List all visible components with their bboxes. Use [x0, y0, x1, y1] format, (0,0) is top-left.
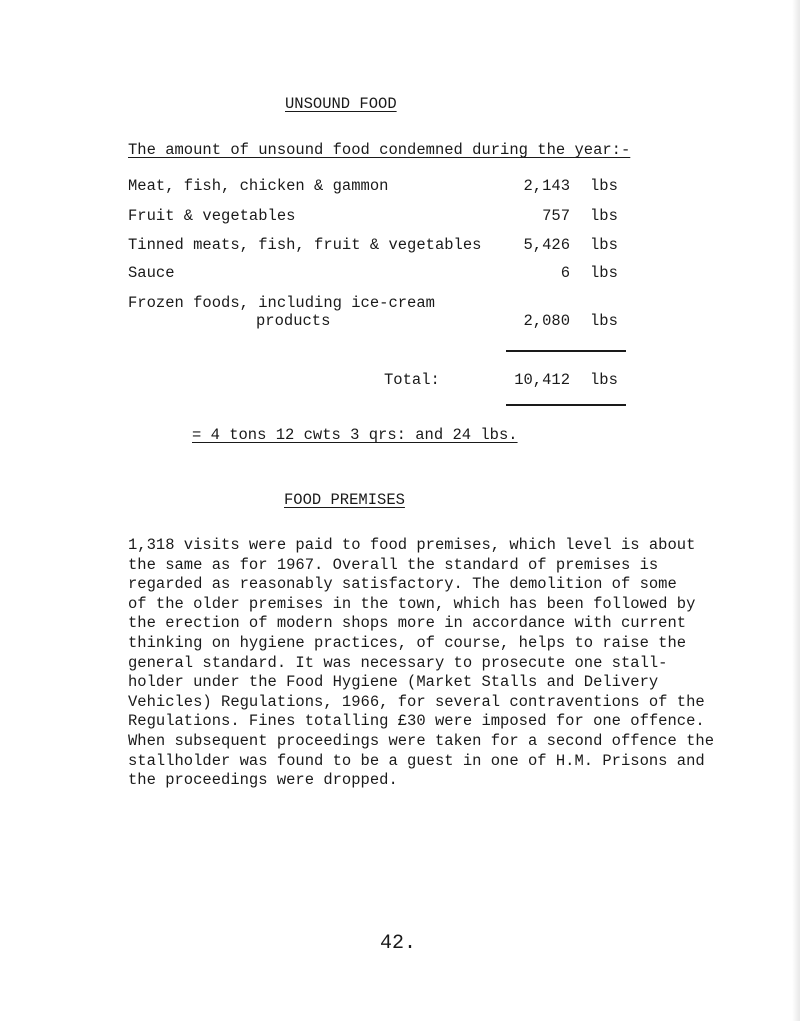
total-rule-top	[506, 350, 626, 352]
paragraph-line: the erection of modern shops more in accordance with current	[128, 614, 687, 633]
page-number: 42.	[380, 932, 417, 955]
food-item-amount: 757	[542, 207, 570, 225]
food-item-label: Frozen foods, including ice-cream	[128, 294, 435, 312]
paragraph-line: Regulations. Fines totalling £30 were imposed for one offence.	[128, 712, 705, 731]
intro-line: The amount of unsound food condemned during the year:-	[128, 141, 631, 159]
food-premises-paragraph	[128, 536, 728, 791]
food-item-unit: lbs	[590, 236, 618, 254]
total-label: Total:	[384, 371, 440, 389]
paragraph-line: of the older premises in the town, which has been followed by	[128, 594, 696, 613]
paragraph-line: 1,318 visits were paid to food premises, which level is about	[128, 536, 696, 554]
total-rule-bottom	[506, 404, 626, 406]
food-item-unit: lbs	[590, 207, 618, 225]
paragraph-line: regarded as reasonably satisfactory. The demolition of some	[128, 575, 677, 594]
food-item-amount: 6	[560, 264, 570, 282]
paragraph-line: the same as for 1967. Overall the standard of premises is	[128, 555, 659, 574]
paragraph-line: the proceedings were dropped.	[128, 771, 398, 790]
paragraph-line: holder under the Food Hygiene (Market Stalls and Delivery	[128, 673, 659, 692]
paragraph-line: When subsequent proceedings were taken for a second offence the	[128, 731, 714, 750]
food-item-unit: lbs	[590, 177, 618, 195]
food-item-amount: 2,143	[523, 177, 570, 195]
total-equivalent: = 4 tons 12 cwts 3 qrs: and 24 lbs.	[192, 426, 518, 444]
food-item-unit: lbs	[590, 312, 618, 330]
unsound-food-heading: UNSOUND FOOD	[285, 95, 397, 113]
total-unit: lbs	[590, 371, 618, 389]
paragraph-line: Vehicles) Regulations, 1966, for several contraventions of the	[128, 692, 705, 711]
food-item-label: Fruit & vegetables	[128, 207, 296, 225]
food-item-label: Meat, fish, chicken & gammon	[128, 177, 389, 195]
page-edge-shadow	[792, 0, 800, 1021]
food-item-unit: lbs	[590, 264, 618, 282]
food-item-amount: 5,426	[523, 236, 570, 254]
food-item-label-continued: products	[256, 312, 331, 330]
food-item-label: Tinned meats, fish, fruit & vegetables	[128, 236, 482, 254]
food-item-amount: 2,080	[523, 312, 570, 330]
paragraph-line: stallholder was found to be a guest in one of H.M. Prisons and	[128, 751, 705, 770]
paragraph-line: general standard. It was necessary to prosecute one stall-	[128, 653, 668, 672]
food-item-label: Sauce	[128, 264, 175, 282]
food-premises-heading: FOOD PREMISES	[284, 491, 405, 509]
total-amount: 10,412	[514, 371, 570, 389]
paragraph-line: thinking on hygiene practices, of course, helps to raise the	[128, 633, 687, 652]
